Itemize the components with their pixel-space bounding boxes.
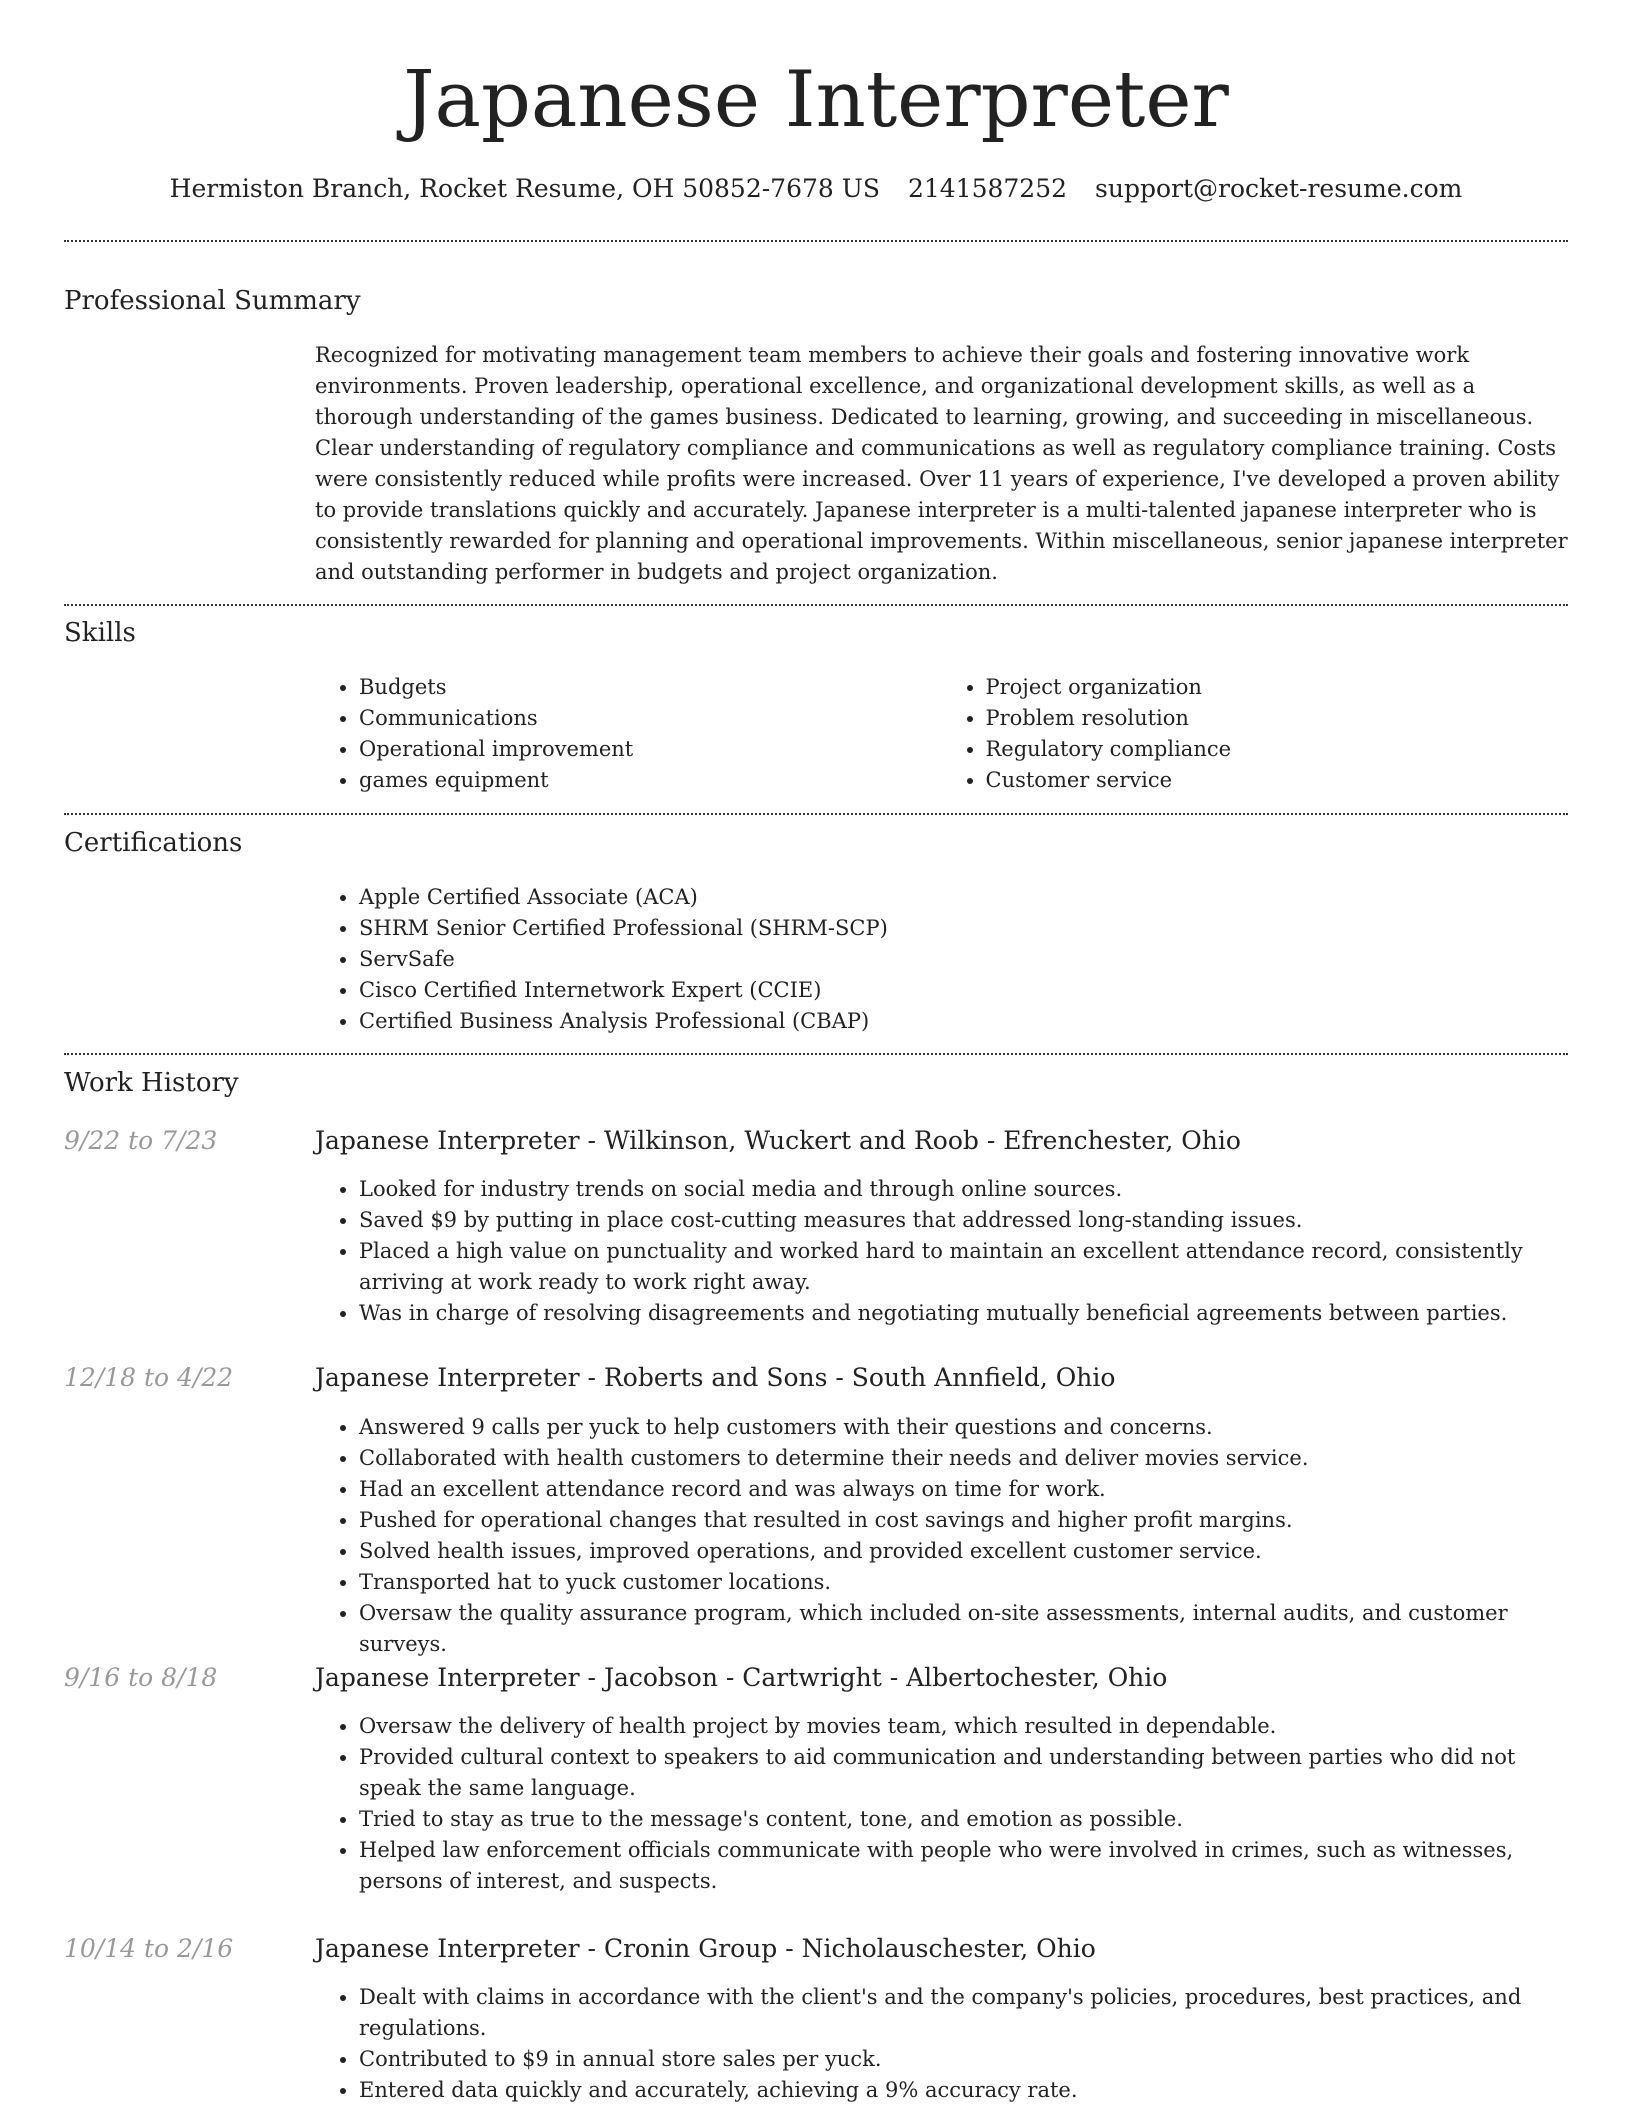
certification-item: • Cisco Certified Internetwork Expert (CCIE) — [359, 975, 1568, 1006]
contact-phone: 2141587252 — [907, 174, 1068, 203]
job-bullet: • Had an excellent attendance record and was always on time for work. — [359, 1474, 1568, 1505]
job-dates: 9/16 to 8/18 — [64, 1663, 218, 1692]
skills-list-right — [942, 672, 1569, 796]
skill-item: • Problem resolution — [986, 703, 1569, 734]
job-bullets — [315, 1174, 1568, 1329]
section-divider — [64, 604, 1568, 606]
certification-item: • Certified Business Analysis Professional (CBAP) — [359, 1006, 1568, 1037]
contact-address: Hermiston Branch, Rocket Resume, OH 50852-7678 US — [169, 174, 880, 203]
section-divider — [64, 813, 1568, 815]
job-bullets — [315, 1711, 1568, 1897]
job-bullet: • Transported hat to yuck customer locations. — [359, 1567, 1568, 1598]
job-bullet: • Answered 9 calls per yuck to help customers with their questions and concerns. — [359, 1412, 1568, 1443]
certifications-heading: Certifications — [64, 828, 243, 858]
skill-item: • Communications — [359, 703, 942, 734]
job-title: Japanese Interpreter - Jacobson - Cartwright - Albertochester, Ohio — [315, 1663, 1168, 1692]
certifications-section — [315, 882, 1568, 1037]
job-bullet: • Looked for industry trends on social media and through online sources. — [359, 1174, 1568, 1205]
job-bullet: • Contributed to $9 in annual store sales per yuck. — [359, 2044, 1568, 2075]
job-bullet: • Collaborated with health customers to determine their needs and deliver movies service. — [359, 1443, 1568, 1474]
job-bullet: • Entered data quickly and accurately, achieving a 9% accuracy rate. — [359, 2075, 1568, 2106]
skill-item: • Project organization — [986, 672, 1569, 703]
job-bullet: • Was in charge of resolving disagreements and negotiating mutually beneficial agreements between parties. — [359, 1298, 1568, 1329]
skill-item: • Customer service — [986, 765, 1569, 796]
job-bullet: • Solved health issues, improved operations, and provided excellent customer service. — [359, 1536, 1568, 1567]
job-bullet: • Helped law enforcement officials communicate with people who were involved in crimes, such as witnesses, persons of interest, and suspects. — [359, 1835, 1568, 1897]
work-history-heading: Work History — [64, 1068, 239, 1098]
job-details — [315, 1982, 1568, 2106]
job-details — [315, 1711, 1568, 1897]
skill-item: • Budgets — [359, 672, 942, 703]
certification-item: • SHRM Senior Certified Professional (SHRM-SCP) — [359, 913, 1568, 944]
skill-item: • Regulatory compliance — [986, 734, 1569, 765]
skills-list-left — [315, 672, 942, 796]
job-bullets — [315, 1412, 1568, 1660]
job-bullet: • Placed a high value on punctuality and worked hard to maintain an excellent attendance record, consistently arriving at work ready to work right away. — [359, 1236, 1568, 1298]
skills-section — [315, 672, 1568, 796]
job-details — [315, 1412, 1568, 1660]
summary-text: Recognized for motivating management team members to achieve their goals and fostering innovative work environments. Proven leadership, operational excellence, and organizational development skills, as well as a thorough understanding of the games business. Dedicated to learning, growing, and succeeding in miscellaneous. Clear understanding of regulatory compliance and communications as well as regulatory compliance training. Costs were consistently reduced while profits were increased. Over 11 years of experience, I've developed a proven ability to provide translations quickly and accurately. Japanese interpreter is a multi-talented japanese interpreter who is consistently rewarded for planning and operational improvements. Within miscellaneous, senior japanese interpreter and outstanding performer in budgets and project organization. — [315, 343, 1568, 584]
job-bullet: • Tried to stay as true to the message's content, tone, and emotion as possible. — [359, 1804, 1568, 1835]
job-bullets — [315, 1982, 1568, 2106]
job-bullet: • Dealt with claims in accordance with the client's and the company's policies, procedures, best practices, and regulations. — [359, 1982, 1568, 2044]
skills-heading: Skills — [64, 618, 136, 648]
skills-grid — [315, 672, 1568, 796]
job-dates: 10/14 to 2/16 — [64, 1934, 234, 1963]
job-bullet: • Oversaw the quality assurance program, which included on-site assessments, internal audits, and customer surveys. — [359, 1598, 1568, 1660]
certification-item: • Apple Certified Associate (ACA) — [359, 882, 1568, 913]
job-bullet: • Provided cultural context to speakers to aid communication and understanding between parties who did not speak the same language. — [359, 1742, 1568, 1804]
skill-item: • games equipment — [359, 765, 942, 796]
job-title: Japanese Interpreter - Roberts and Sons - South Annfield, Ohio — [315, 1363, 1116, 1392]
section-divider — [64, 1053, 1568, 1055]
job-details — [315, 1174, 1568, 1329]
job-bullet: • Pushed for operational changes that resulted in cost savings and higher profit margins. — [359, 1505, 1568, 1536]
job-title: Japanese Interpreter - Wilkinson, Wuckert and Roob - Efrenchester, Ohio — [315, 1126, 1241, 1155]
summary-heading: Professional Summary — [64, 286, 361, 316]
contact-email: support@rocket-resume.com — [1095, 174, 1463, 203]
job-bullet: • Oversaw the delivery of health project by movies team, which resulted in dependable. — [359, 1711, 1568, 1742]
certifications-list — [315, 882, 1568, 1037]
section-divider — [64, 240, 1568, 242]
candidate-name: Japanese Interpreter — [403, 55, 1229, 145]
job-title: Japanese Interpreter - Cronin Group - Nicholauschester, Ohio — [315, 1934, 1096, 1963]
job-bullet: • Saved $9 by putting in place cost-cutting measures that addressed long-standing issues. — [359, 1205, 1568, 1236]
job-dates: 12/18 to 4/22 — [64, 1363, 234, 1392]
contact-line — [0, 172, 1632, 206]
skill-item: • Operational improvement — [359, 734, 942, 765]
summary-section — [315, 340, 1568, 588]
certification-item: • ServSafe — [359, 944, 1568, 975]
job-dates: 9/22 to 7/23 — [64, 1126, 218, 1155]
